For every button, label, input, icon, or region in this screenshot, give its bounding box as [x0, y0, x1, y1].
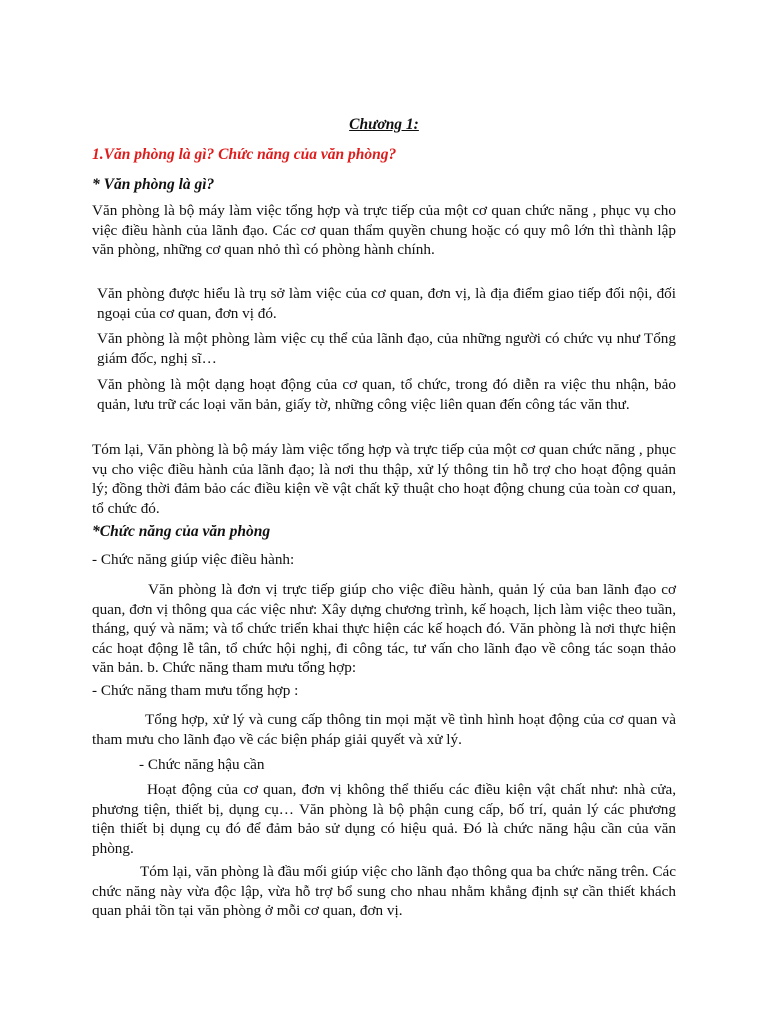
section-title: 1.Văn phòng là gì? Chức năng của văn phòng?: [92, 146, 397, 163]
paragraph-final-summary: Tóm lại, văn phòng là đầu mối giúp việc cho lãnh đạo thông qua ba chức năng trên. Các chức năng này vừa độc lập, vừa hỗ trợ bổ sung cho nhau nhằm khẳng định sự cần thiết khách quan phải tồn tại văn phòng ở mỗi cơ quan, đơn vị.: [92, 863, 676, 919]
paragraph-office-as-headquarters: Văn phòng được hiểu là trụ sở làm việc của cơ quan, đơn vị, là địa điểm giao tiếp đối nội, đối ngoại của cơ quan, đơn vị đó.: [97, 285, 676, 322]
function-advisory-title: - Chức năng tham mưu tổng hợp :: [92, 682, 299, 699]
paragraph-summary: Tóm lại, Văn phòng là bộ máy làm việc tổng hợp và trực tiếp của một cơ quan chức năng , phục vụ cho việc điều hành của lãnh đạo; là nơi thu thập, xử lý thông tin hỗ trợ cho hoạt động quản lý; đồng thời đảm bảo các điều kiện về vật chất kỹ thuật cho hoạt động chung của toàn cơ quan, tổ chức đó.: [92, 441, 676, 517]
paragraph-office-as-activity: Văn phòng là một dạng hoạt động của cơ quan, tổ chức, trong đó diễn ra việc thu nhận, bảo quản, lưu trữ các loại văn bản, giấy tờ, những công việc liên quan đến công tác văn thư.: [97, 376, 676, 413]
function-logistics-title: - Chức năng hậu cần: [139, 756, 265, 773]
function-logistics-body: Hoạt động của cơ quan, đơn vị không thể thiếu các điều kiện vật chất như: nhà cửa, phương tiện, thiết bị, dụng cụ… Văn phòng là bộ phận cung cấp, bố trí, quản lý các phương tiện thiết bị dụng cụ đó để đảm bảo sử dụng có hiệu quả. Đó là chức năng hậu cần của văn phòng.: [92, 781, 676, 857]
paragraph-office-as-workroom: Văn phòng là một phòng làm việc cụ thể của lãnh đạo, của những người có chức vụ như Tổng giám đốc, nghị sĩ…: [97, 330, 676, 367]
subheading-functions: *Chức năng của văn phòng: [92, 523, 271, 540]
subheading-what-is-office: * Văn phòng là gì?: [92, 176, 215, 193]
function-advisory-body: Tổng hợp, xử lý và cung cấp thông tin mọi mặt về tình hình hoạt động của cơ quan và tham mưu cho lãnh đạo về các biện pháp giải quyết và xử lý.: [92, 711, 676, 748]
paragraph-definition: Văn phòng là bộ máy làm việc tổng hợp và trực tiếp của một cơ quan chức năng , phục vụ cho việc điều hành của lãnh đạo. Các cơ quan thẩm quyền chung hoặc có quy mô lớn thì thành lập văn phòng, những cơ quan nhỏ thì có phòng hành chính.: [92, 202, 676, 258]
function-executive-title: - Chức năng giúp việc điều hành:: [92, 551, 295, 568]
chapter-title: Chương 1:: [349, 116, 419, 133]
function-executive-body: Văn phòng là đơn vị trực tiếp giúp cho việc điều hành, quản lý của ban lãnh đạo cơ quan, đơn vị thông qua các việc như: Xây dựng chương trình, kế hoạch, lịch làm việc theo tuần, tháng, quý và năm; và tổ chức triển khai thực hiện các kế hoạch đó. Văn phòng là nơi thực hiện các hoạt động lễ tân, tổ chức hội nghị, đi công tác, tư vấn cho lãnh đạo về công tác soạn thảo văn bản. b. Chức năng tham mưu tổng hợp:: [92, 581, 676, 676]
